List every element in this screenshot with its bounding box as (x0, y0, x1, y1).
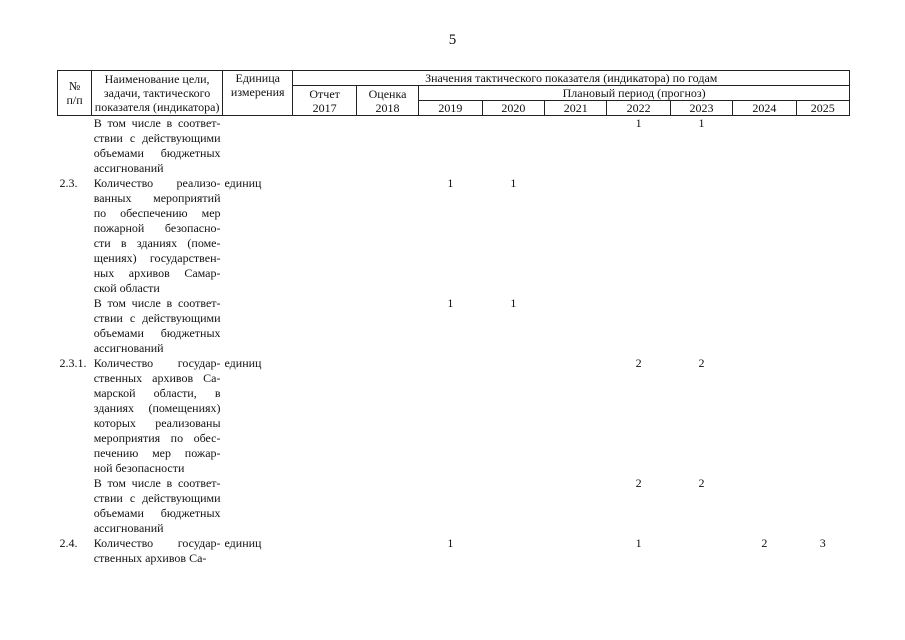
value-cell: 2 (698, 356, 705, 370)
value-cell: 2 (635, 356, 642, 370)
header-year: 2019 (419, 101, 482, 116)
value-cell (545, 356, 607, 476)
header-name-line: Наименование цели, (104, 72, 210, 86)
indicator-name-line: мероприятия по обес- (93, 431, 221, 445)
indicator-name-line: ассигнований (93, 161, 164, 175)
indicator-name-line: объемами бюджетных (93, 326, 221, 340)
value-cell (356, 536, 418, 566)
row-number (58, 476, 92, 536)
unit-cell: единиц (224, 176, 262, 190)
header-report (293, 86, 356, 116)
value-cell (356, 476, 418, 536)
header-estimate-year: 2018 (375, 100, 400, 115)
table-body (58, 116, 850, 567)
header-plan-title: Плановый период (прогноз) (419, 86, 850, 101)
indicator-name-line: сти в зданиях (поме- (93, 236, 221, 250)
header-name (92, 71, 223, 116)
row-number (58, 116, 92, 177)
header-report-year: 2017 (312, 100, 337, 115)
value-cell (733, 356, 796, 476)
indicator-name-line: ствии с действующими (93, 491, 221, 505)
indicator-name-line: зданиях (помещениях) (93, 401, 221, 415)
indicators-table (57, 70, 850, 566)
indicator-name (92, 536, 223, 566)
value-cell (796, 116, 849, 177)
value-cell (356, 296, 418, 356)
value-cell (482, 476, 544, 536)
value-cell (419, 116, 482, 177)
value-cell (545, 536, 607, 566)
value-cell (482, 536, 544, 566)
indicator-name (92, 296, 223, 356)
value-cell (670, 536, 732, 566)
header-estimate (356, 86, 418, 116)
value-cell: 2 (761, 536, 768, 550)
indicator-name-line: Количество государ- (93, 536, 221, 550)
row-number: 2.4. (59, 536, 78, 550)
value-cell (356, 116, 418, 177)
value-cell: 1 (510, 176, 517, 190)
value-cell (293, 296, 356, 356)
header-num (58, 71, 92, 116)
table-row (58, 476, 850, 536)
header-year: 2023 (670, 101, 732, 116)
value-cell (607, 296, 670, 356)
indicator-name-line: ассигнований (93, 521, 164, 535)
indicator-name-line: ной безопасности (93, 461, 185, 475)
header-values-title: Значения тактического показателя (индикатора) по годам (293, 71, 850, 86)
indicator-name-line: ассигнований (93, 341, 164, 355)
value-cell: 1 (447, 176, 454, 190)
value-cell (733, 176, 796, 296)
table-row (58, 356, 850, 476)
value-cell (670, 176, 732, 296)
unit-cell (223, 116, 293, 177)
table-row (58, 536, 850, 566)
table-row (58, 176, 850, 296)
row-number: 2.3.1. (59, 356, 87, 370)
value-cell (796, 176, 849, 296)
value-cell (607, 176, 670, 296)
indicator-name-line: В том числе в соответ- (93, 296, 221, 310)
value-cell (419, 356, 482, 476)
value-cell (293, 356, 356, 476)
indicator-name-line: объемами бюджетных (93, 146, 221, 160)
value-cell (419, 476, 482, 536)
indicator-name (92, 116, 223, 177)
value-cell: 1 (635, 536, 642, 550)
value-cell (293, 176, 356, 296)
indicator-name-line: ванных мероприятий (93, 191, 221, 205)
value-cell: 2 (698, 476, 705, 490)
value-cell: 1 (698, 116, 705, 130)
header-year: 2024 (733, 101, 796, 116)
indicator-name-line: ствии с действующими (93, 311, 221, 325)
value-cell (482, 116, 544, 177)
value-cell: 1 (635, 116, 642, 130)
indicator-name (92, 356, 223, 476)
header-year: 2020 (482, 101, 544, 116)
header-name-line: показателя (индикатора) (94, 100, 220, 114)
value-cell (733, 116, 796, 177)
header-estimate-label: Оценка (368, 86, 407, 101)
value-cell (482, 356, 544, 476)
value-cell (293, 536, 356, 566)
value-cell: 2 (635, 476, 642, 490)
value-cell (545, 476, 607, 536)
value-cell (293, 476, 356, 536)
indicator-name-line: Количество реализо- (93, 176, 221, 190)
indicator-name-line: пожарной безопасно- (93, 221, 221, 235)
value-cell: 1 (447, 296, 454, 310)
header-num-line: № (68, 79, 81, 93)
value-cell (545, 116, 607, 177)
indicator-name-line: которых реализованы (93, 416, 221, 430)
indicator-name-line: ных архивов Самар- (93, 266, 221, 280)
unit-cell: единиц (224, 536, 262, 550)
indicator-name-line: Количество государ- (93, 356, 221, 370)
table-row (58, 116, 850, 177)
header-year: 2021 (545, 101, 607, 116)
value-cell (293, 116, 356, 177)
indicator-name-line: В том числе в соответ- (93, 116, 221, 130)
value-cell (545, 296, 607, 356)
value-cell (545, 176, 607, 296)
indicator-name-line: марской области, в (93, 386, 221, 400)
value-cell: 1 (447, 536, 454, 550)
header-year: 2025 (796, 101, 849, 116)
header-name-line: задачи, тактического (103, 86, 211, 100)
value-cell: 1 (510, 296, 517, 310)
indicator-name-line: ской области (93, 281, 160, 295)
value-cell (733, 296, 796, 356)
indicator-name-line: В том числе в соответ- (93, 476, 221, 490)
value-cell (796, 476, 849, 536)
header-year: 2022 (607, 101, 670, 116)
header-unit (223, 71, 293, 116)
value-cell: 3 (819, 536, 826, 550)
header-report-label: Отчет (309, 86, 340, 101)
value-cell (796, 356, 849, 476)
page-number: 5 (448, 32, 457, 48)
value-cell (733, 476, 796, 536)
row-number: 2.3. (59, 176, 78, 190)
value-cell (670, 296, 732, 356)
header-num-line: п/п (66, 93, 83, 107)
indicator-name-line: печению мер пожар- (93, 446, 221, 460)
indicator-name-line: ственных архивов Са- (93, 371, 221, 385)
header-unit-line: измерения (230, 85, 285, 99)
unit-cell (223, 296, 293, 356)
indicator-name-line: объемами бюджетных (93, 506, 221, 520)
value-cell (796, 296, 849, 356)
indicator-name-line: по обеспечению мер (93, 206, 221, 220)
table-row (58, 296, 850, 356)
indicator-name (92, 476, 223, 536)
indicator-name-line: щениях) государствен- (93, 251, 221, 265)
unit-cell (223, 476, 293, 536)
unit-cell: единиц (224, 356, 262, 370)
row-number (58, 296, 92, 356)
indicator-name (92, 176, 223, 296)
value-cell (356, 356, 418, 476)
indicator-name-line: ствии с действующими (93, 131, 221, 145)
value-cell (356, 176, 418, 296)
indicator-name-line: ственных архивов Са- (93, 551, 207, 565)
header-unit-line: Единица (235, 71, 280, 85)
